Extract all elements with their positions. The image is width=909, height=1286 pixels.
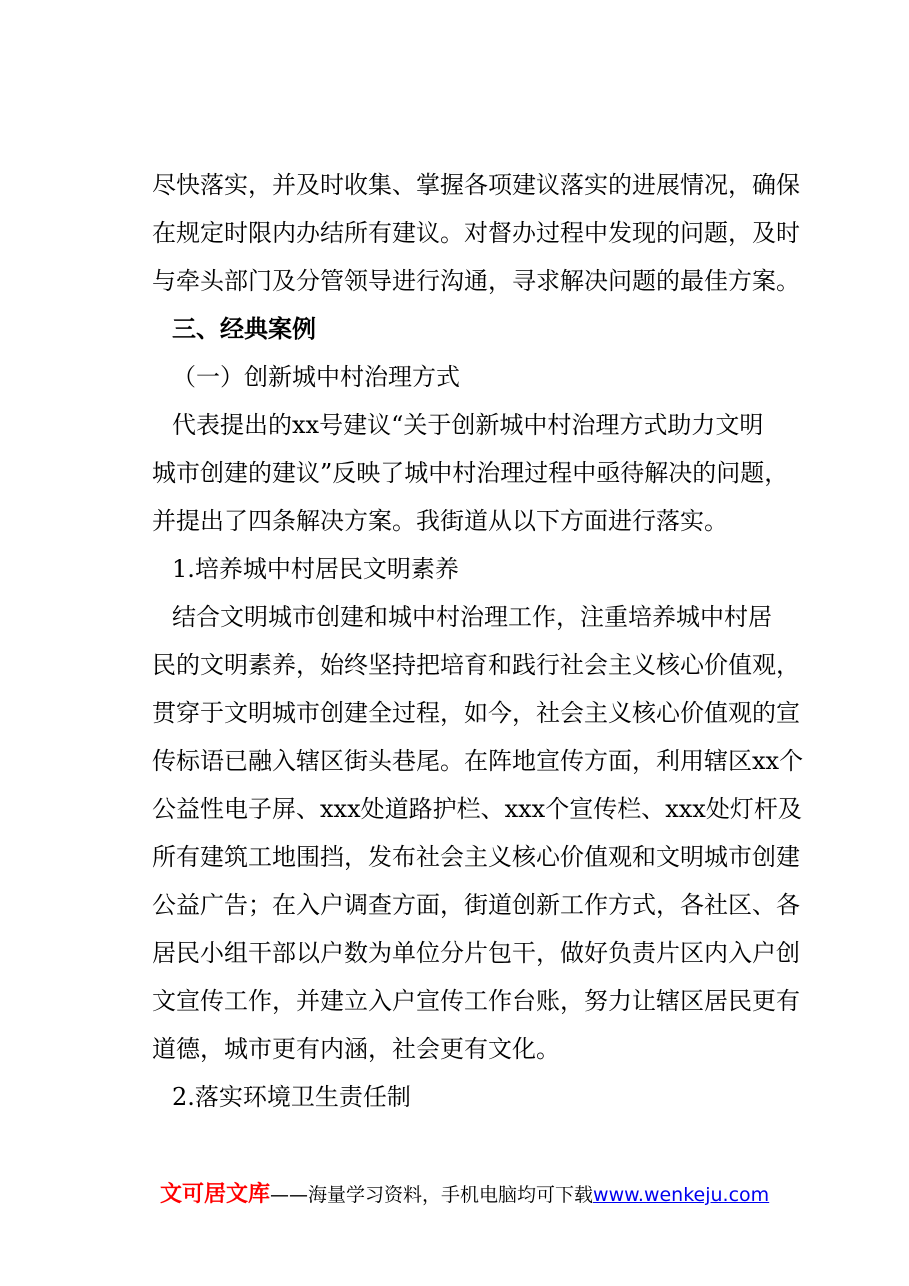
text-line-7: 城市创建的建议”反映了城中村治理过程中亟待解决的问题， — [152, 459, 789, 487]
text-line-13: 传标语已融入辖区街头巷尾。在阵地宣传方面，利用辖区xx个 — [152, 747, 804, 775]
text-line-14: 公益性电子屏、xxx处道路护栏、xxx个宣传栏、xxx处灯杆及 — [152, 795, 802, 823]
footer-site-link[interactable]: www.wenkeju.com — [593, 1184, 770, 1206]
text-line-15: 所有建筑工地围挡，发布社会主义核心价值观和文明城市创建 — [152, 843, 800, 871]
footer-slogan: ——海量学习资料，手机电脑均可下载 — [270, 1184, 594, 1206]
text-line-8: 并提出了四条解决方案。我街道从以下方面进行落实。 — [152, 507, 728, 535]
section-heading: 三、经典案例 — [172, 314, 316, 343]
text-line-1: 尽快落实，并及时收集、掌握各项建议落实的进展情况，确保 — [152, 171, 800, 199]
footer-banner — [160, 1182, 769, 1208]
item-heading-1: 1.培养城中村居民文明素养 — [172, 555, 459, 583]
text-line-12: 贯穿于文明城市创建全过程，如今，社会主义核心价值观的宣 — [152, 699, 800, 727]
text-line-6: 代表提出的xx号建议“关于创新城中村治理方式助力文明 — [172, 411, 764, 439]
text-line-10: 结合文明城市创建和城中村治理工作，注重培养城中村居 — [172, 603, 772, 631]
text-line-19: 道德，城市更有内涵，社会更有文化。 — [152, 1035, 560, 1063]
text-line-11: 民的文明素养，始终坚持把培育和践行社会主义核心价值观， — [152, 651, 800, 679]
footer-brand: 文可居文库 — [160, 1182, 271, 1207]
text-line-3: 与牵头部门及分管领导进行沟通，寻求解决问题的最佳方案。 — [152, 267, 800, 295]
item-heading-2: 2.落实环境卫生责任制 — [172, 1083, 411, 1111]
text-line-17: 居民小组干部以户数为单位分片包干，做好负责片区内入户创 — [152, 939, 800, 967]
text-line-16: 公益广告；在入户调查方面，街道创新工作方式，各社区、各 — [152, 891, 800, 919]
text-line-18: 文宣传工作，并建立入户宣传工作台账，努力让辖区居民更有 — [152, 987, 800, 1015]
text-line-2: 在规定时限内办结所有建议。对督办过程中发现的问题，及时 — [152, 219, 800, 247]
subsection-heading: （一）创新城中村治理方式 — [172, 363, 460, 391]
